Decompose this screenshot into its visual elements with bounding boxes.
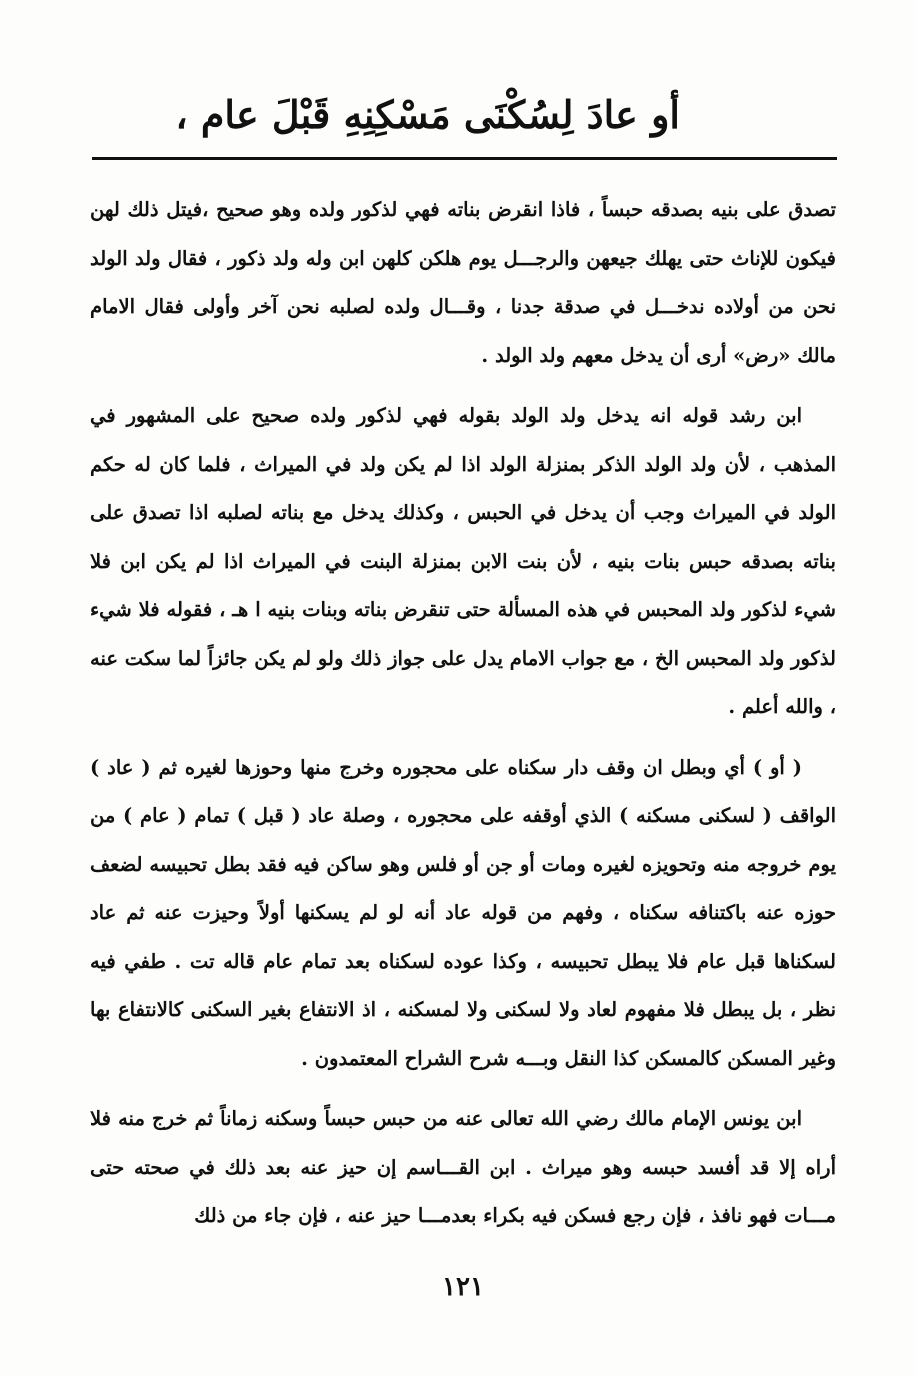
paragraph-3: ( أو ) أي وبطل ان وقف دار سكناه على محجوره وخرج منها وحوزها لغيره ثم ( عاد ) الواقف ( لسكنى مسكنه ) الذي أوقفه على محجوره ، وصلة عاد ( قبل ) تمام ( عام ) من يوم خروجه منه وتحويزه لغيره ومات أو جن أو فلس وهو ساكن فيه فقد بطل تحبيسه لضعف حوزه عنه باكتنافه سكناه ، وفهم من قوله عاد أنه لو لم يسكنها أولاً وحيزت عنه ثم عاد لسكناها قبل عام فلا يبطل تحبيسه ، وكذا عوده لسكناه بعد تمام عام قاله تت . طفي فيه نظر ، بل يبطل فلا مفهوم لعاد ولا لسكنى ولا لمسكنه ، اذ الانتفاع بغير السكنى كالانتفاع بها وغير المسكن كالمسكن كذا النقل وبـــه شرح الشراح المعتمدون .: [90, 755, 836, 1070]
body-text: [90, 186, 836, 1253]
page-number: ١٢١: [442, 1272, 484, 1302]
paragraph-4: ابن يونس الإمام مالك رضي الله تعالى عنه من حبس حبساً وسكنه زماناً ثم خرج منه فلا أراه إلا قد أفسد حبسه وهو ميراث . ابن القـــاسم إن حيز عنه بعد ذلك في صحته حتى مـــات فهو نافذ ، فإن رجع فسكن فيه بكراء بعدمـــا حيز عنه ، فإن جاء من ذلك: [90, 1107, 836, 1227]
paragraph-2: ابن رشد قوله انه يدخل ولد الولد بقوله فهي لذكور ولده صحيح على المشهور في المذهب ، لأن ولد الولد الذكر بمنزلة الولد اذا لم يكن ولد في الميراث ، فلما كان له حكم الولد في الميراث وجب أن يدخل في الحبس ، وكذلك يدخل مع بناته لصلبه اذا تصدق على بناته بصدقه حبس بنات بنيه ، لأن بنت الابن بمنزلة البنت في الميراث اذا لم يكن ابن فلا شيء لذكور ولد المحبس في هذه المسألة حتى تنقرض بناته وبنات بنيه ا هـ ، فقوله فلا شيء لذكور ولد المحبس الخ ، مع جواب الامام يدل على جواز ذلك ولو لم يكن جائزاً لما سكت عنه ، والله أعلم .: [90, 404, 836, 718]
header-divider: [92, 157, 837, 160]
page-header-title: أو عادَ لِسُكْنَى مَسْكِنِهِ قَبْلَ عام ،: [175, 92, 680, 137]
paragraph-1: تصدق على بنيه بصدقه حبساً ، فاذا انقرض بناته فهي لذكور ولده وهو صحيح ،فيتل ذلك لهن فيكون للإناث حتى يهلك جيعهن والرجـــل يوم هلكن كلهن ابن وله ولد ذكور ، فقال ولد الولد نحن من أولاده ندخـــل في صدقة جدنا ، وقـــال ولده لصلبه نحن آخر وأولى فقال الامام مالك «رض» أرى أن يدخل معهم ولد الولد .: [90, 198, 836, 367]
